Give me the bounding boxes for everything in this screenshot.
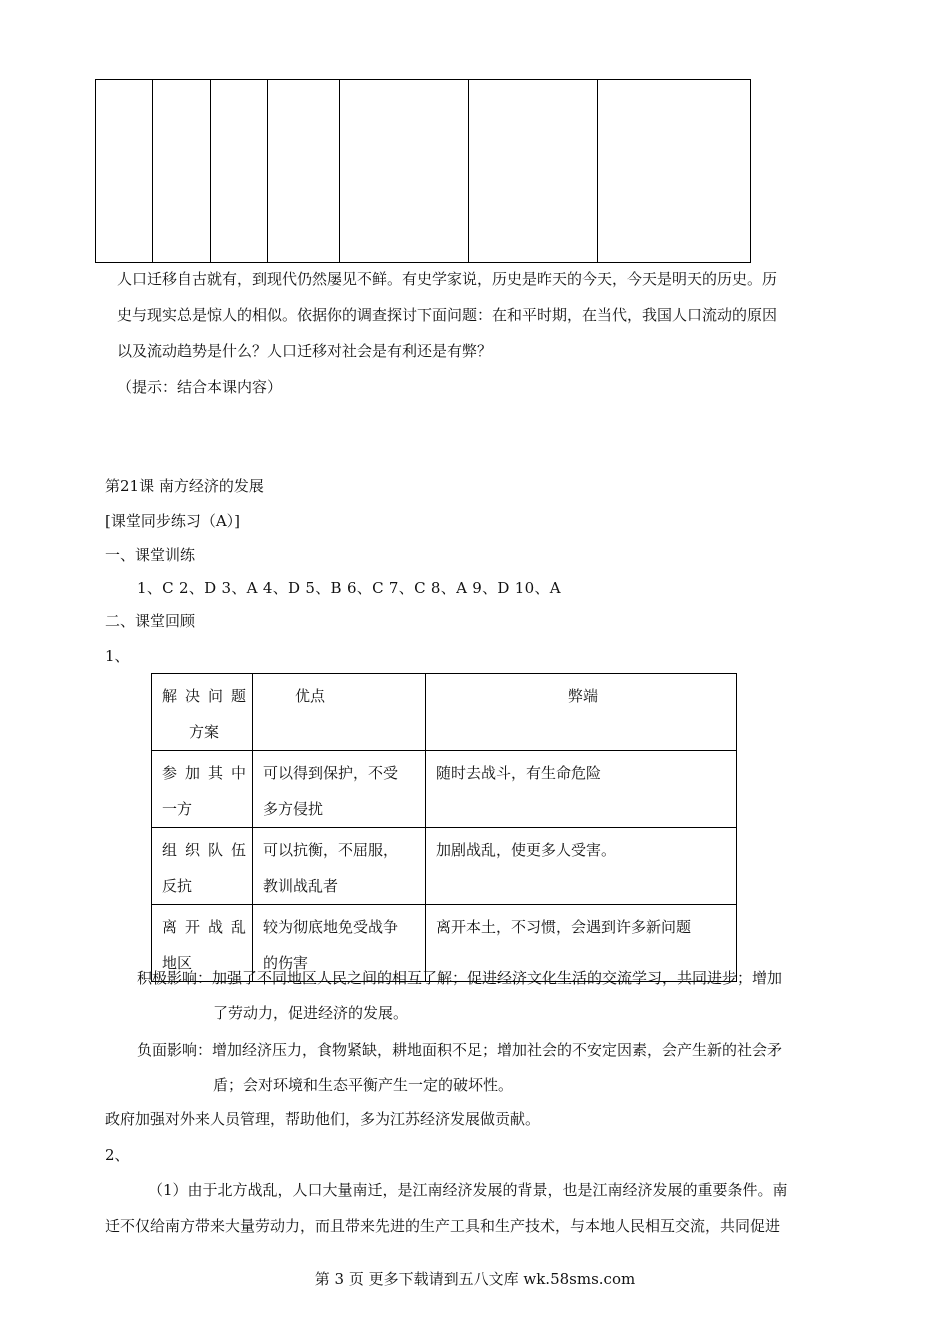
pros-line-2: 多方侵扰 xyxy=(263,800,324,818)
pros-line-2: 的伤害 xyxy=(263,954,309,972)
plan-cell xyxy=(152,828,253,905)
plan-line-1: 离 开 战 乱 xyxy=(162,918,246,936)
header-cons xyxy=(426,674,737,751)
empty-cell xyxy=(268,80,340,263)
pros-cell xyxy=(253,751,426,828)
item-2-label: 2、 xyxy=(105,1146,130,1164)
negative-impact-line-2: 盾；会对环境和生态平衡产生一定的破坏性。 xyxy=(213,1076,514,1094)
cons-text: 随时去战斗，有生命危险 xyxy=(436,764,602,782)
header-plan xyxy=(152,674,253,751)
plan-cell xyxy=(152,751,253,828)
positive-impact-line-1: 积极影响：加强了不同地区人民之间的相互了解；促进经济文化生活的交流学习，共同进步；增加 xyxy=(137,969,783,987)
header-cons-label: 弊端 xyxy=(567,687,598,705)
empty-cell xyxy=(469,80,598,263)
header-plan-line-1: 解 决 问 题 xyxy=(162,687,246,705)
table-row xyxy=(152,751,737,828)
plan-line-1: 参 加 其 中 xyxy=(162,764,246,782)
positive-impact-line-2: 了劳动力，促进经济的发展。 xyxy=(213,1004,409,1022)
pros-cell xyxy=(253,828,426,905)
plan-line-1: 组 织 队 伍 xyxy=(162,841,246,859)
options-table xyxy=(151,673,737,982)
item-1-label: 1、 xyxy=(105,647,130,665)
empty-cell xyxy=(211,80,268,263)
empty-grid-table xyxy=(95,79,751,263)
cons-cell xyxy=(426,828,737,905)
intro-line-1: 人口迁移自古就有，到现代仍然屡见不鲜。有史学家说，历史是昨天的今天，今天是明天的历史。历 xyxy=(117,270,778,288)
intro-line-2: 史与现实总是惊人的相似。依据你的调查探讨下面问题：在和平时期，在当代，我国人口流动的原因 xyxy=(117,306,778,324)
pros-line-2: 教训战乱者 xyxy=(263,877,339,895)
pros-line-1: 可以抗衡，不屈服， xyxy=(263,841,399,859)
hint-text: （提示：结合本课内容） xyxy=(117,378,283,396)
cons-text: 离开本土，不习惯，会遇到许多新问题 xyxy=(436,918,692,936)
cons-cell xyxy=(426,751,737,828)
item-2-line-1: （1）由于北方战乱，人口大量南迁，是江南经济发展的背景，也是江南经济发展的重要条件。南 xyxy=(148,1181,788,1199)
empty-cell xyxy=(96,80,153,263)
answer-key: 1、C 2、D 3、A 4、D 5、B 6、C 7、C 8、A 9、D 10、A xyxy=(137,579,561,597)
empty-cell xyxy=(340,80,469,263)
table-header-row xyxy=(152,674,737,751)
plan-line-2: 反抗 xyxy=(162,877,193,895)
government-note: 政府加强对外来人员管理，帮助他们，多为江苏经济发展做贡献。 xyxy=(105,1110,541,1128)
negative-impact-line-1: 负面影响：增加经济压力，食物紧缺，耕地面积不足；增加社会的不安定因素，会产生新的社会矛 xyxy=(137,1041,783,1059)
table-row xyxy=(152,828,737,905)
page-footer: 第 3 页 更多下载请到五八文库 wk.58sms.com xyxy=(314,1270,636,1288)
empty-cell xyxy=(598,80,751,263)
practice-heading: [课堂同步练习（A）] xyxy=(105,512,241,530)
intro-line-3: 以及流动趋势是什么？人口迁移对社会是有利还是有弊？ xyxy=(117,342,493,360)
header-plan-line-2: 方案 xyxy=(188,723,219,741)
section-1-heading: 一、课堂训练 xyxy=(105,546,196,564)
pros-line-1: 较为彻底地免受战争 xyxy=(263,918,399,936)
empty-cell xyxy=(153,80,211,263)
cons-text: 加剧战乱，使更多人受害。 xyxy=(436,841,617,859)
header-pros xyxy=(253,674,426,751)
item-2-line-2: 迁不仅给南方带来大量劳动力，而且带来先进的生产工具和生产技术，与本地人民相互交流，共同促进 xyxy=(105,1217,781,1235)
lesson-title: 第21课 南方经济的发展 xyxy=(105,477,264,495)
section-2-heading: 二、课堂回顾 xyxy=(105,612,196,630)
header-pros-label: 优点 xyxy=(295,687,326,705)
plan-line-2: 地区 xyxy=(162,954,193,972)
table-row xyxy=(96,80,751,263)
plan-line-2: 一方 xyxy=(162,800,193,818)
pros-line-1: 可以得到保护，不受 xyxy=(263,764,399,782)
